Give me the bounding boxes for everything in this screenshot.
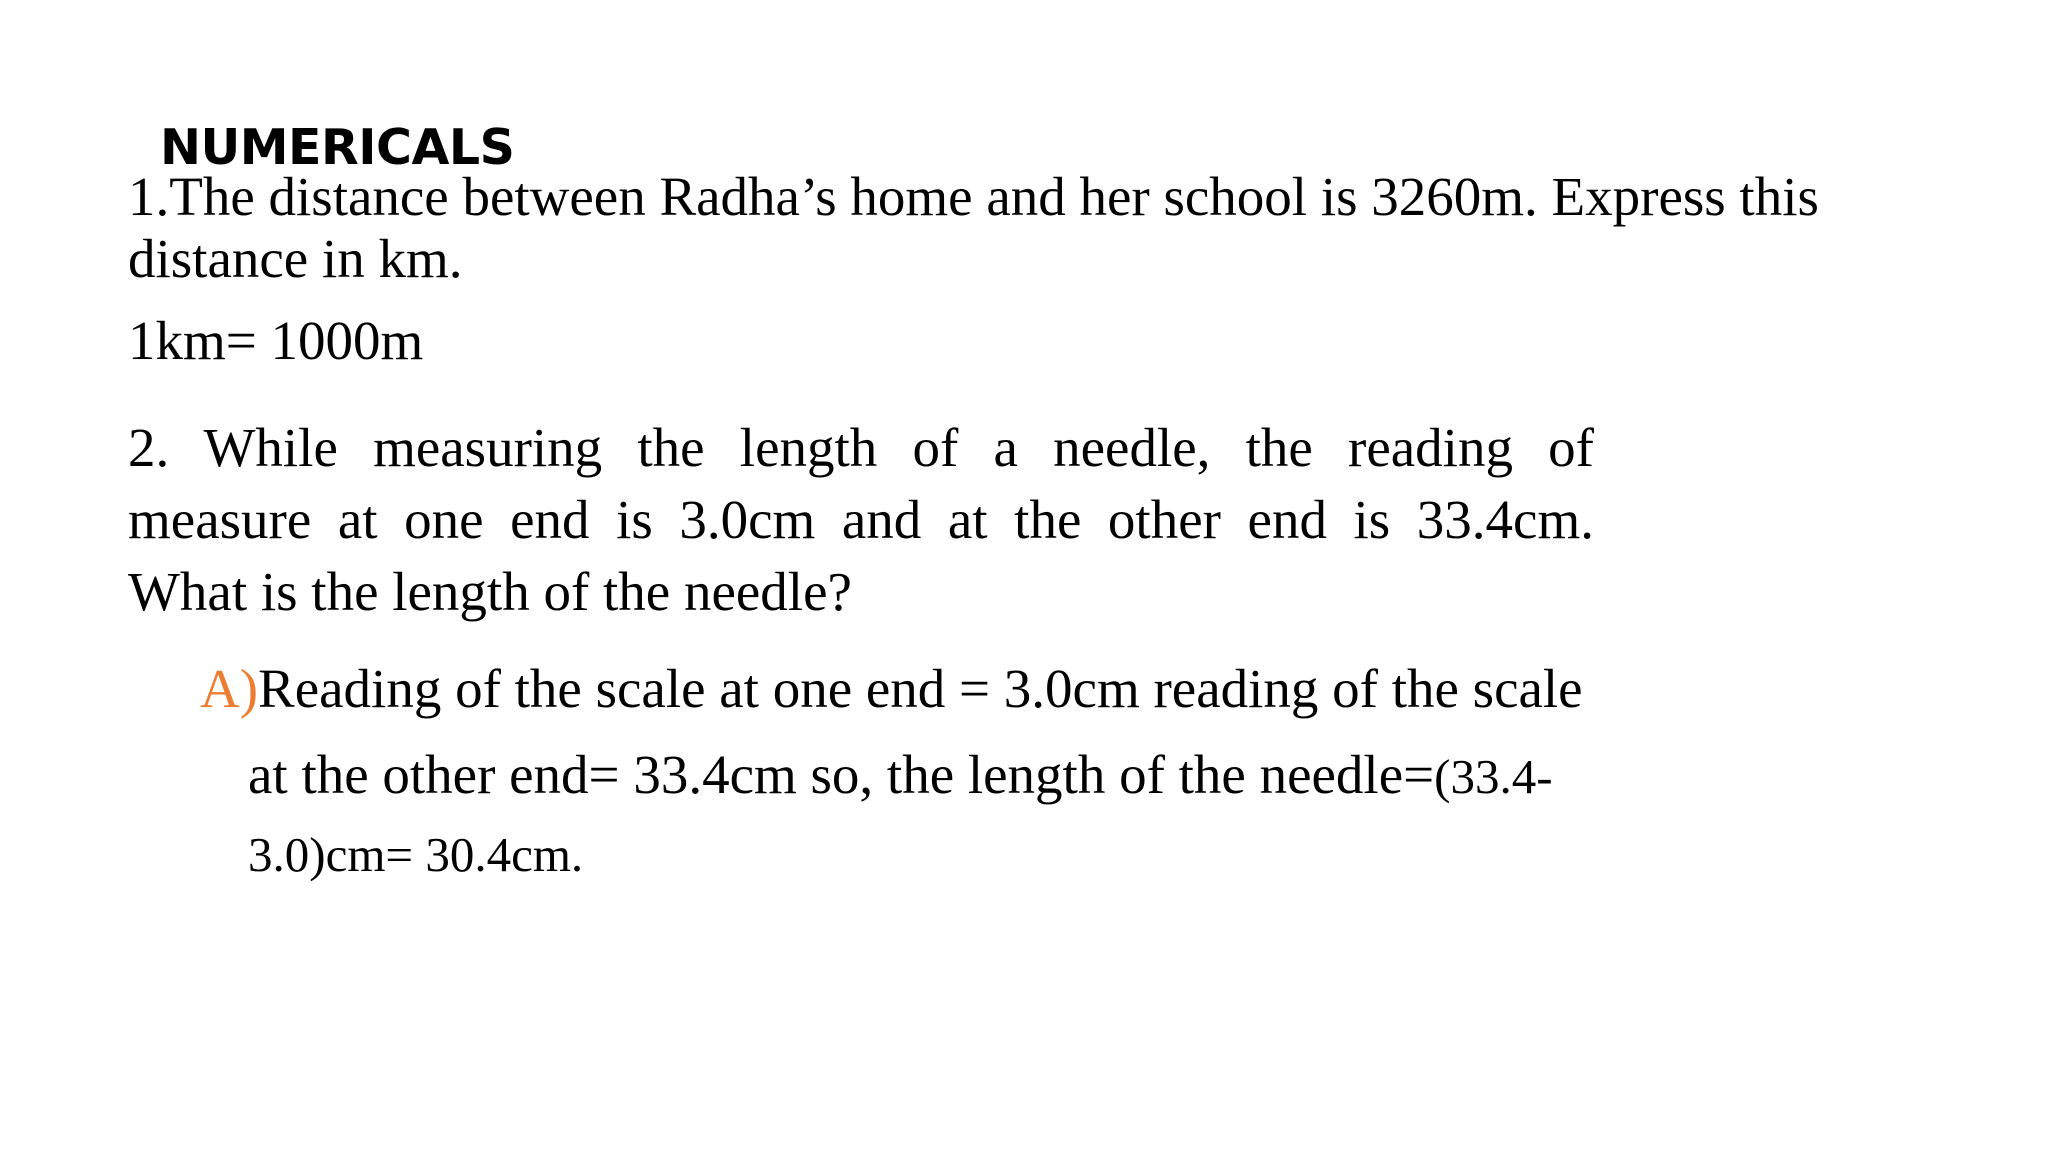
- answer-line-1-text: Reading of the scale at one end = 3.0cm reading of the scale: [258, 658, 1583, 719]
- question-2-line-1: 2. While measuring the length of a needle, the reading of: [128, 417, 1594, 478]
- question-1-line-2: distance in km.: [128, 228, 463, 289]
- question-1: [128, 166, 1928, 290]
- slide-title: NUMERICALS: [160, 119, 515, 176]
- question-2-line-3: What is the length of the needle?: [128, 561, 852, 622]
- answer-line-2-tail: (33.4-: [1434, 749, 1553, 804]
- answer-line-3: 3.0)cm= 30.4cm.: [248, 827, 584, 882]
- answer-line-2: [248, 744, 1583, 808]
- answer-block: [200, 658, 1583, 886]
- conversion-note: 1km= 1000m: [128, 310, 424, 371]
- answer-line-1: [200, 658, 1583, 720]
- answer-line-2-main: at the other end= 33.4cm so, the length of the needle=: [248, 744, 1435, 805]
- question-2: [128, 412, 1594, 628]
- question-1-line-1: 1.The distance between Radha’s home and her school is 3260m. Express this: [128, 166, 1819, 227]
- answer-marker: A): [200, 658, 259, 719]
- question-2-line-2: measure at one end is 3.0cm and at the other end is 33.4cm.: [128, 489, 1594, 550]
